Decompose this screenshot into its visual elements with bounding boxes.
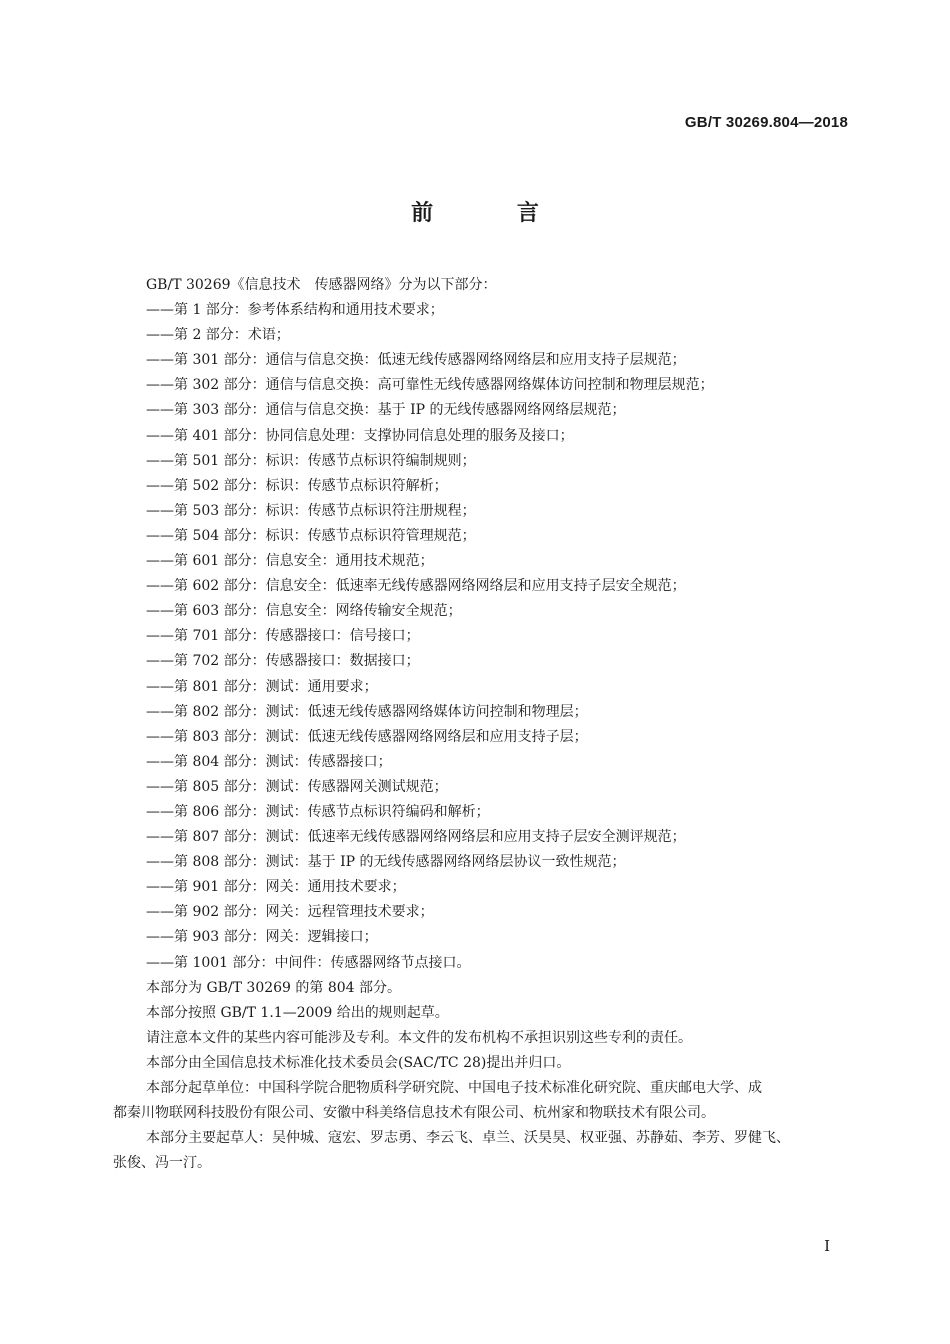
list-item: ——第 302 部分：通信与信息交换：高可靠性无线传感器网络媒体访问控制和物理层规范； <box>146 377 714 394</box>
list-item: ——第 303 部分：通信与信息交换：基于 IP 的无线传感器网络网络层规范； <box>146 402 626 419</box>
list-item: ——第 806 部分：测试：传感节点标识符编码和解析； <box>146 803 490 820</box>
list-item: ——第 901 部分：网关：通用技术要求； <box>146 879 406 896</box>
paragraph-drafting-rules: 本部分按照 GB/T 1.1—2009 给出的规则起草。 <box>146 1004 449 1021</box>
paragraph-committee: 本部分由全国信息技术标准化技术委员会(SAC/TC 28)提出并归口。 <box>146 1054 571 1071</box>
list-item: ——第 504 部分：标识：传感节点标识符管理规范； <box>146 527 476 544</box>
list-item: ——第 401 部分：协同信息处理：支撑协同信息处理的服务及接口； <box>146 427 574 444</box>
list-item: ——第 903 部分：网关：逻辑接口； <box>146 929 378 946</box>
paragraph-part-number: 本部分为 GB/T 30269 的第 804 部分。 <box>146 979 402 996</box>
list-item: ——第 501 部分：标识：传感节点标识符编制规则； <box>146 452 476 469</box>
list-item: ——第 601 部分：信息安全：通用技术规范； <box>146 553 434 570</box>
paragraph-patent-notice: 请注意本文件的某些内容可能涉及专利。本文件的发布机构不承担识别这些专利的责任。 <box>146 1029 692 1046</box>
list-item: ——第 702 部分：传感器接口：数据接口； <box>146 653 420 670</box>
list-item: ——第 603 部分：信息安全：网络传输安全规范； <box>146 603 462 620</box>
list-item: ——第 503 部分：标识：传感节点标识符注册规程； <box>146 502 476 519</box>
list-item: ——第 2 部分：术语； <box>146 327 290 344</box>
list-item: ——第 602 部分：信息安全：低速率无线传感器网络网络层和应用支持子层安全规范； <box>146 578 686 595</box>
document-body <box>113 273 853 1176</box>
list-item: ——第 502 部分：标识：传感节点标识符解析； <box>146 477 448 494</box>
list-item: ——第 805 部分：测试：传感器网关测试规范； <box>146 778 448 795</box>
parts-list <box>113 298 853 976</box>
list-item: ——第 1001 部分：中间件：传感器网络节点接口。 <box>146 954 471 971</box>
list-item: ——第 701 部分：传感器接口：信号接口； <box>146 628 420 645</box>
paragraph-drafters: 本部分主要起草人：吴仲城、寇宏、罗志勇、李云飞、卓兰、沃昊昊、权亚强、苏静茹、李芳、罗健飞、 <box>146 1130 790 1147</box>
intro-line: GB/T 30269《信息技术 传感器网络》分为以下部分： <box>146 277 497 293</box>
list-item: ——第 807 部分：测试：低速率无线传感器网络网络层和应用支持子层安全测评规范； <box>146 829 686 846</box>
list-item: ——第 808 部分：测试：基于 IP 的无线传感器网络网络层协议一致性规范； <box>146 854 626 871</box>
list-item: ——第 1 部分：参考体系结构和通用技术要求； <box>146 302 444 319</box>
paragraph-drafting-units: 本部分起草单位：中国科学院合肥物质科学研究院、中国电子技术标准化研究院、重庆邮电大学、成 <box>146 1080 762 1096</box>
standard-code: GB/T 30269.804—2018 <box>684 114 848 131</box>
list-item: ——第 802 部分：测试：低速无线传感器网络媒体访问控制和物理层； <box>146 703 588 720</box>
list-item: ——第 801 部分：测试：通用要求； <box>146 678 378 695</box>
list-item: ——第 803 部分：测试：低速无线传感器网络网络层和应用支持子层； <box>146 728 588 745</box>
page-number: I <box>824 1237 830 1255</box>
paragraph-drafters-cont: 张俊、冯一汀。 <box>113 1155 211 1172</box>
list-item: ——第 902 部分：网关：远程管理技术要求； <box>146 904 434 921</box>
paragraph-drafting-units-cont: 都秦川物联网科技股份有限公司、安徽中科美络信息技术有限公司、杭州家和物联技术有限公司。 <box>113 1105 715 1122</box>
list-item: ——第 804 部分：测试：传感器接口； <box>146 753 392 770</box>
list-item: ——第 301 部分：通信与信息交换：低速无线传感器网络网络层和应用支持子层规范； <box>146 352 686 369</box>
page-title: 前 言 <box>411 201 577 226</box>
